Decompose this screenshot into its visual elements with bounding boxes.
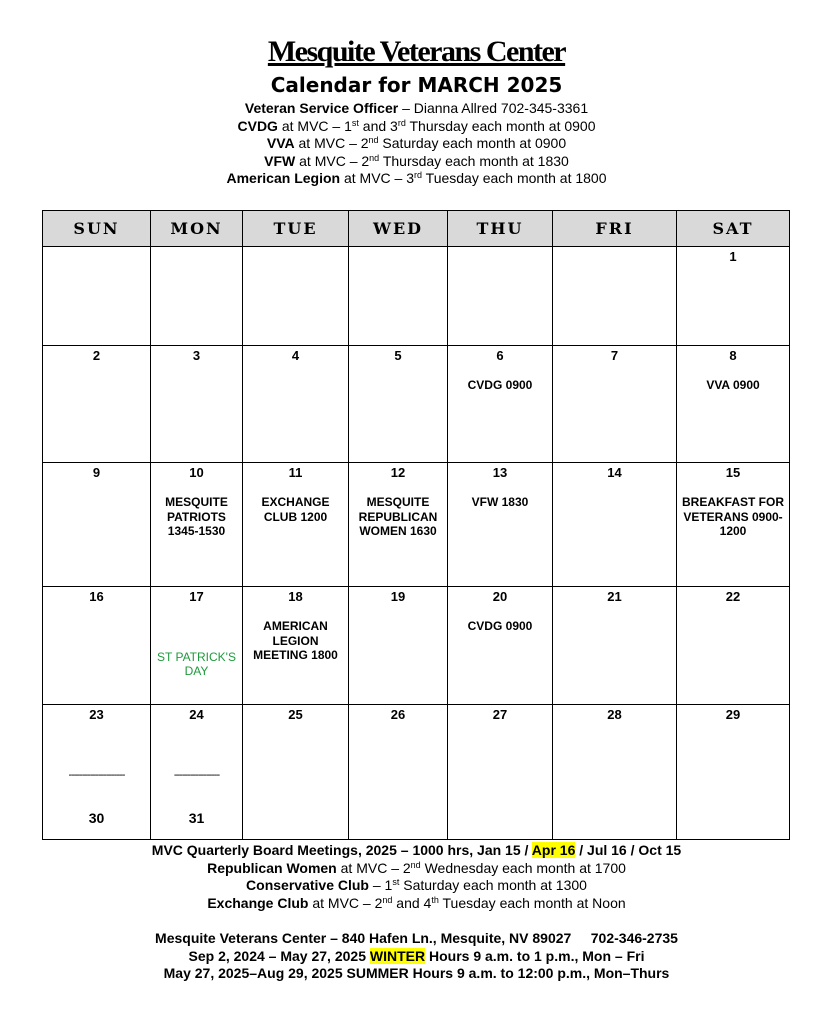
day-number: 17 [189, 589, 204, 604]
vfw-text2: Thursday each month at 1830 [379, 152, 569, 169]
officer-text: – Dianna Allred 702-345-3361 [398, 100, 589, 116]
vva-label: VVA [266, 135, 295, 151]
center-contact [0, 930, 833, 983]
cons-text2: Saturday each month at 1300 [399, 877, 587, 893]
day-number: 4 [291, 348, 300, 363]
weekday-thu: THU [448, 211, 553, 247]
exch-text3: Tuesday each month at Noon [438, 894, 626, 911]
event-breakfast-veterans: BREAKFAST FOR VETERANS 0900-1200 [682, 495, 784, 538]
event-vva: VVA 0900 [706, 378, 760, 392]
day-cell-9 [43, 463, 151, 587]
day-cell-23-30 [43, 705, 151, 840]
day-number-30: 30 [88, 810, 105, 826]
board-meetings-line [0, 842, 833, 860]
cons-sup: st [392, 877, 400, 887]
event-american-legion: AMERICAN LEGION MEETING 1800 [253, 619, 338, 662]
event-republican-women: MESQUITE REPUBLICAN WOMEN 1630 [358, 495, 438, 538]
vva-sup: nd [368, 135, 379, 145]
day-cell-28 [553, 705, 677, 840]
legion-line [0, 170, 833, 188]
day-number: 23 [89, 707, 104, 722]
day-number: 11 [288, 465, 303, 480]
board-text2: / Jul 16 / Oct 15 [575, 842, 682, 858]
split-cell [151, 707, 242, 841]
day-number: 15 [725, 465, 741, 480]
winter-highlight: WINTER [369, 947, 426, 964]
split-divider: --------------------- [68, 769, 125, 781]
event-cvdg: CVDG 0900 [467, 619, 533, 633]
day-cell-1 [677, 247, 790, 346]
day-cell-5 [349, 346, 448, 463]
holiday-st-patricks: ST PATRICK'S DAY [157, 650, 236, 678]
vfw-sup: nd [369, 152, 380, 163]
event-vfw: VFW 1830 [471, 495, 529, 509]
week-row-5 [43, 705, 790, 840]
day-cell-17 [151, 587, 243, 705]
day-cell-13 [448, 463, 553, 587]
cvdg-text2: and 3 [358, 117, 398, 134]
footer-info [0, 842, 833, 912]
weekday-mon: MON [151, 211, 243, 247]
day-cell-4 [243, 346, 349, 463]
day-number: 9 [92, 465, 101, 480]
meeting-info [0, 100, 833, 188]
legion-text2: Tuesday each month at 1800 [422, 170, 607, 186]
day-cell-11 [243, 463, 349, 587]
cvdg-text3: Thursday each month at 0900 [405, 117, 596, 134]
rep-text: at MVC – 2 [336, 859, 411, 876]
day-number: 16 [89, 589, 104, 604]
exch-label: Exchange Club [207, 894, 309, 911]
week-row-1 [43, 247, 790, 346]
winter-text: Sep 2, 2024 – May 27, 2025 [188, 947, 370, 964]
day-cell-26 [349, 705, 448, 840]
highlighted-date: Apr 16 [531, 842, 576, 858]
cons-label: Conservative Club [246, 877, 369, 893]
day-number: 20 [492, 589, 508, 604]
exch-sup2: th [431, 894, 439, 905]
weekday-tue: TUE [243, 211, 349, 247]
officer-label: Veteran Service Officer [244, 100, 399, 116]
event-exchange-club: EXCHANGE CLUB 1200 [261, 495, 330, 524]
day-number: 26 [390, 707, 406, 722]
conservative-club-line [0, 877, 833, 895]
day-cell-3 [151, 346, 243, 463]
calendar-grid [42, 210, 790, 840]
day-cell-2 [43, 346, 151, 463]
cvdg-label: CVDG [237, 117, 278, 134]
day-cell-15 [677, 463, 790, 587]
day-number: 2 [92, 348, 101, 363]
split-divider: ----------------- [173, 769, 220, 781]
cvdg-sup1: st [351, 117, 359, 128]
day-number: 18 [288, 589, 303, 604]
cvdg-sup2: rd [397, 117, 406, 128]
day-cell-empty [553, 247, 677, 346]
day-cell-24-31 [151, 705, 243, 840]
day-number: 21 [607, 589, 622, 604]
exchange-club-line [0, 895, 833, 913]
week-row-4 [43, 587, 790, 705]
day-number: 12 [390, 465, 406, 480]
split-cell [43, 707, 150, 841]
day-number: 27 [492, 707, 508, 722]
day-cell-27 [448, 705, 553, 840]
calendar-subtitle: Calendar for MARCH 2025 [270, 73, 563, 97]
day-number: 6 [496, 348, 504, 363]
cvdg-line [0, 118, 833, 136]
week-row-3 [43, 463, 790, 587]
page-title: Mesquite Veterans Center [267, 35, 566, 68]
vfw-label: VFW [264, 152, 296, 169]
day-cell-21 [553, 587, 677, 705]
day-cell-22 [677, 587, 790, 705]
weekday-sun: SUN [43, 211, 151, 247]
rep-label: Republican Women [207, 859, 337, 876]
day-cell-12 [349, 463, 448, 587]
day-cell-16 [43, 587, 151, 705]
day-number: 7 [610, 348, 619, 363]
vva-line [0, 135, 833, 153]
rep-text2: Wednesday each month at 1700 [420, 859, 626, 876]
day-number-31: 31 [188, 810, 205, 826]
winter-text2: Hours 9 a.m. to 1 p.m., Mon – Fri [425, 947, 645, 964]
day-number: 19 [390, 589, 406, 604]
day-cell-7 [553, 346, 677, 463]
day-number: 10 [189, 465, 204, 480]
day-cell-empty [448, 247, 553, 346]
day-number: 13 [492, 465, 508, 480]
address-line: Mesquite Veterans Center – 840 Hafen Ln., Mesquite, NV 89027 702-346-2735 [155, 930, 678, 946]
day-number: 22 [725, 589, 741, 604]
officer-line [0, 100, 833, 118]
day-number: 3 [192, 348, 201, 363]
day-cell-19 [349, 587, 448, 705]
event-mesquite-patriots: MESQUITE PATRIOTS 1345-1530 [165, 495, 228, 538]
legion-text: at MVC – 3 [340, 170, 415, 186]
event-cvdg: CVDG 0900 [467, 378, 533, 392]
day-cell-25 [243, 705, 349, 840]
vva-text2: Saturday each month at 0900 [378, 135, 567, 151]
day-cell-empty [43, 247, 151, 346]
rep-sup: nd [410, 859, 421, 870]
weekday-header-row [43, 211, 790, 247]
day-cell-29 [677, 705, 790, 840]
cons-text: – 1 [368, 877, 393, 893]
board-text: MVC Quarterly Board Meetings, 2025 – 1000 hrs, Jan 15 / [151, 842, 532, 858]
exch-text2: and 4 [392, 894, 432, 911]
weekday-fri: FRI [553, 211, 677, 247]
day-cell-8 [677, 346, 790, 463]
day-number: 5 [394, 348, 402, 363]
day-cell-10 [151, 463, 243, 587]
day-number: 8 [729, 348, 737, 363]
week-row-2 [43, 346, 790, 463]
day-number: 24 [189, 707, 204, 722]
vfw-line [0, 153, 833, 171]
day-cell-empty [243, 247, 349, 346]
day-cell-14 [553, 463, 677, 587]
day-cell-20 [448, 587, 553, 705]
republican-women-line [0, 860, 833, 878]
weekday-wed: WED [349, 211, 448, 247]
winter-hours-line [0, 948, 833, 966]
day-cell-empty [349, 247, 448, 346]
day-cell-empty [151, 247, 243, 346]
weekday-sat: SAT [677, 211, 790, 247]
day-number: 25 [288, 707, 303, 722]
vva-text: at MVC – 2 [294, 135, 369, 151]
day-number: 14 [607, 465, 622, 480]
day-cell-6 [448, 346, 553, 463]
exch-text: at MVC – 2 [308, 894, 383, 911]
legion-label: American Legion [226, 170, 341, 186]
day-cell-18 [243, 587, 349, 705]
day-number: 1 [729, 249, 737, 264]
day-number: 29 [725, 707, 741, 722]
exch-sup1: nd [382, 894, 393, 905]
legion-sup: rd [414, 170, 423, 180]
vfw-text: at MVC – 2 [295, 152, 370, 169]
day-number: 28 [607, 707, 622, 722]
summer-hours-line: May 27, 2025–Aug 29, 2025 SUMMER Hours 9 a.m. to 12:00 p.m., Mon–Thurs [163, 965, 670, 981]
cvdg-text: at MVC – 1 [277, 117, 352, 134]
